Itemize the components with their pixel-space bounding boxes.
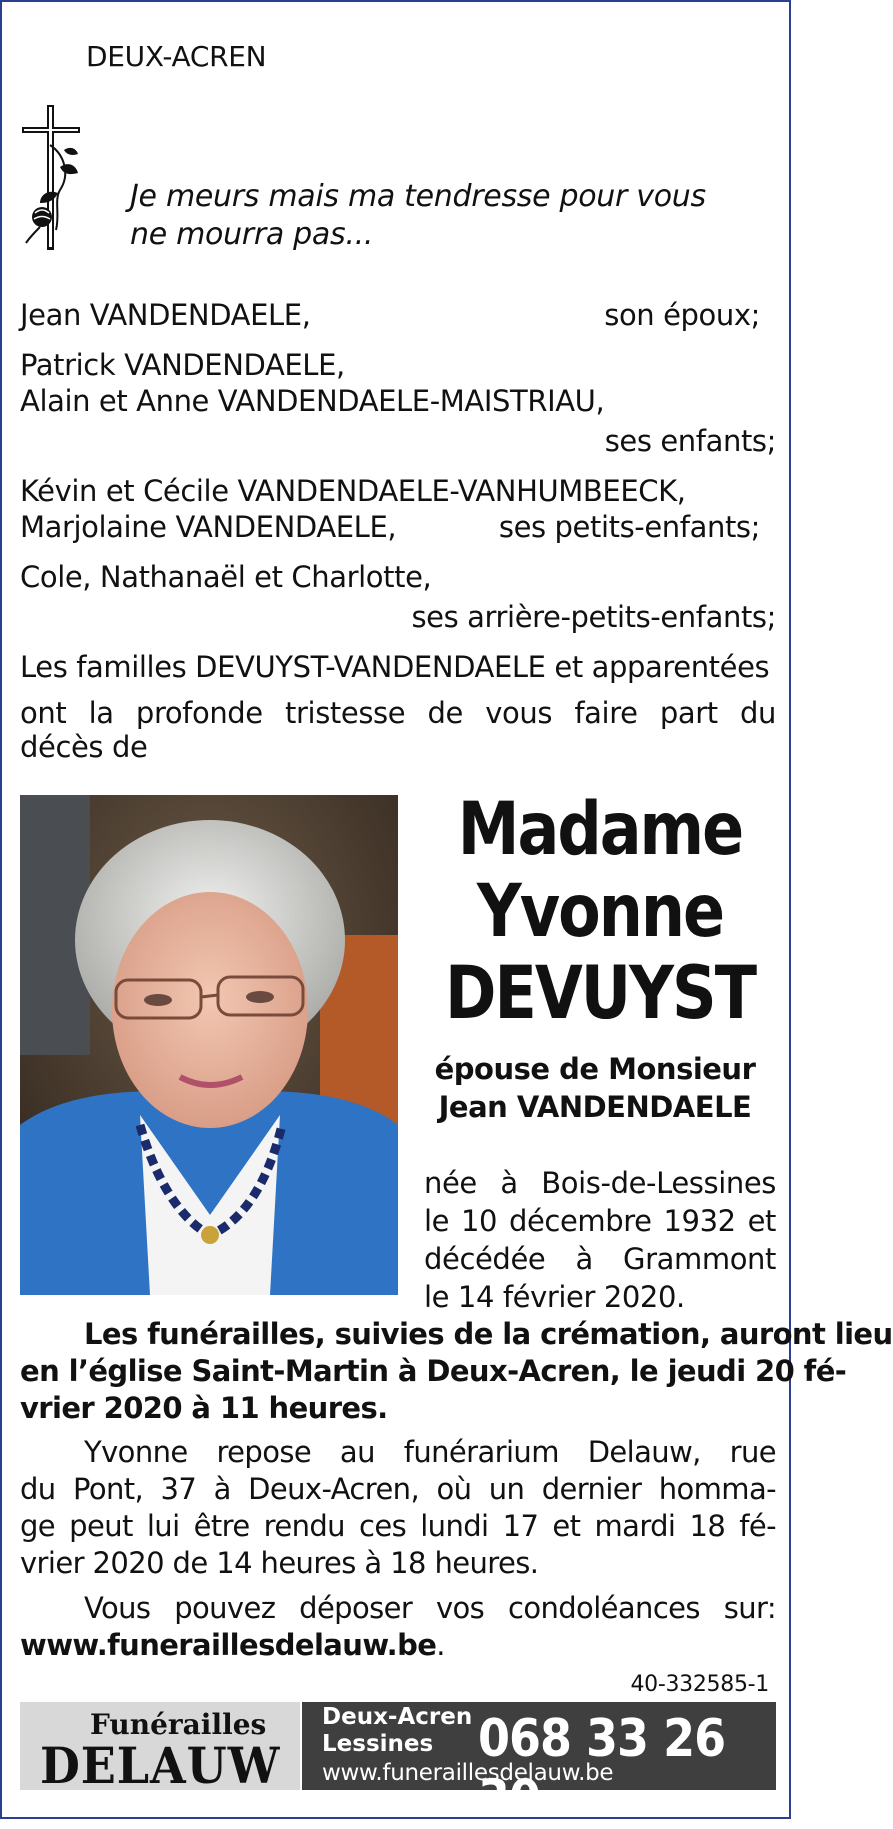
repose-line-4: vrier 2020 de 14 heures à 18 heures. xyxy=(20,1546,539,1580)
footer-city-1: Deux-Acren xyxy=(322,1704,473,1730)
children-role: ses enfants; xyxy=(604,424,776,458)
repose-line-1: Yvonne repose au funérarium Delauw, rue xyxy=(84,1435,776,1469)
quote-line-2: ne mourra pas... xyxy=(130,217,374,252)
announce-line-1: ont la profonde tristesse de vous faire part du xyxy=(20,696,776,730)
footer-website-link[interactable]: www.funeraillesdelauw.be xyxy=(322,1760,614,1786)
reference-number: 40-332585-1 xyxy=(630,1672,769,1697)
footer-city-2: Lessines xyxy=(322,1731,434,1757)
funeral-line-3: vrier 2020 à 11 heures. xyxy=(20,1391,388,1425)
quote xyxy=(130,178,706,254)
husband-role: son époux; xyxy=(604,298,760,332)
condolences-period: . xyxy=(436,1628,445,1662)
funeral-home-footer xyxy=(20,1702,776,1829)
great-grandchildren-role: ses arrière-petits-enfants; xyxy=(411,600,776,634)
grandchild-1: Kévin et Cécile VANDENDAELE-VANHUMBEECK, xyxy=(20,474,686,508)
footer-brand-line-1: Funérailles xyxy=(90,1708,267,1741)
birth-line-1: née à Bois-de-Lessines xyxy=(424,1166,776,1200)
condolences-line-1: Vous pouvez déposer vos condoléances sur: xyxy=(84,1591,776,1625)
birth-line-3: décédée à Grammont xyxy=(424,1242,776,1276)
portrait-photo xyxy=(20,795,398,1295)
grandchild-row xyxy=(20,508,776,546)
repose-line-3: ge peut lui être rendu ces lundi 17 et mardi 18 fé- xyxy=(20,1509,776,1543)
announce-line-2: décès de xyxy=(20,730,148,764)
funeral-line-1: Les funérailles, suivies de la crémation, auront lieu xyxy=(84,1317,893,1351)
quote-line-1: Je meurs mais ma tendresse pour vous xyxy=(130,179,706,214)
deceased-title: Madame xyxy=(457,785,743,872)
footer-phone[interactable]: 068 33 26 30 xyxy=(478,1708,726,1829)
spouse-line-1: épouse de Monsieur xyxy=(434,1052,756,1086)
cross-with-rose-icon xyxy=(20,105,82,250)
child-2: Alain et Anne VANDENDAELE-MAISTRIAU, xyxy=(20,384,605,418)
families: Les familles DEVUYST-VANDENDAELE et apparentées xyxy=(20,650,770,684)
grandchild-2: Marjolaine VANDENDAELE, xyxy=(20,510,397,544)
condolences-paragraph xyxy=(20,1590,776,1664)
deceased-last-name: DEVUYST xyxy=(445,949,755,1036)
grandchildren-role: ses petits-enfants; xyxy=(498,510,760,544)
birth-line-4: le 14 février 2020. xyxy=(424,1280,685,1314)
spouse-line-2: Jean VANDENDAELE xyxy=(438,1090,752,1124)
footer-brand-panel xyxy=(20,1702,300,1795)
deceased-first-name: Yvonne xyxy=(476,867,724,954)
location-heading: DEUX-ACREN xyxy=(86,40,267,73)
repose-paragraph xyxy=(20,1434,776,1582)
condolences-line-2 xyxy=(20,1627,776,1664)
husband-row xyxy=(20,296,776,334)
great-grandchildren: Cole, Nathanaël et Charlotte, xyxy=(20,560,432,594)
husband-name: Jean VANDENDAELE, xyxy=(20,298,311,332)
funeral-line-2: en l’église Saint-Martin à Deux-Acren, le jeudi 20 fé- xyxy=(20,1354,847,1388)
condolences-website-link[interactable]: www.funeraillesdelauw.be xyxy=(20,1628,437,1662)
child-1: Patrick VANDENDAELE, xyxy=(20,348,345,382)
repose-line-2: du Pont, 37 à Deux-Acren, où un dernier homma- xyxy=(20,1472,776,1506)
footer-brand-line-2: DELAUW xyxy=(40,1736,281,1795)
funeral-paragraph xyxy=(20,1316,893,1427)
birth-line-2: le 10 décembre 1932 et xyxy=(424,1204,776,1238)
footer-cities xyxy=(322,1704,472,1758)
footer-contact-panel xyxy=(302,1702,776,1829)
